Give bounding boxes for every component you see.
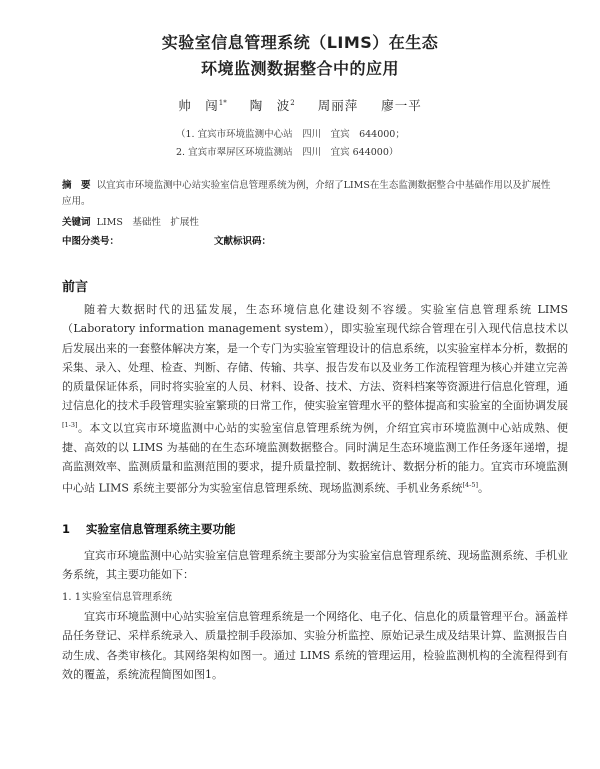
author-1 <box>178 98 226 113</box>
keywords <box>62 214 199 228</box>
section-1-title: 实验室信息管理系统主要功能 <box>86 522 236 536</box>
section-1-paragraph: 宜宾市环境监测中心站实验室信息管理系统主要部分为实验室信息管理系统、现场监测系统、手机业务系统，其主要功能如下： <box>62 549 568 582</box>
keywords-text: LIMS 基础性 扩展性 <box>96 217 199 228</box>
subsection-1-1-title: 实验室信息管理系统 <box>82 592 172 603</box>
subsection-1-1-heading <box>62 588 172 603</box>
preface-paragraph <box>62 300 568 498</box>
preface-text-a: 随着大数据时代的迅猛发展，生态环境信息化建设刻不容缓。实验室信息管理系统 LIMS（Laboratory information management system），即实验室现代综合管理在引入现代信息技术以后发展出来的一套整体解决方案，是一个专门为实验室管理设计的信息系统，以实验室样本分析，数据的采集、录入、处理、检查、判断、存储、传输、共享、报告发布以及业务工作流程管理为核心并建立完善的质量保证体系，同时将实验室的人员、材料、设备、技术、方法、资料档案等资源进行信息化管理，通过信息化的技术手段管理实验室繁琐的日常工作，使实验室管理水平的整体提高和实验室的全面协调发展 <box>62 303 568 413</box>
author-4: 廖一平 <box>381 98 422 113</box>
paper-title-line-2: 环境监测数据整合中的应用 <box>200 59 399 78</box>
affiliation-2: 2. 宜宾市翠屏区环境监测站 四川 宜宾 644000） <box>176 147 399 158</box>
abstract <box>62 178 552 210</box>
clc-label: 中图分类号： <box>62 236 120 247</box>
subsection-1-1-paragraph: 宜宾市环境监测中心站实验室信息管理系统是一个网络化、电子化、信息化的质量管理平台。涵盖样品任务登记、采样系统录入、质量控制手段添加、实验分析监控、原始记录生成及结果计算、监测报告自动生成、各类审核化。其网络架构如图一。通过 LIMS 系统的管理运用，检验监测机构的全流程得到有效的覆盖，系统流程简图如图1。 <box>62 610 568 681</box>
section-1-number: 1 <box>62 522 71 536</box>
subsection-1-1-number: 1. 1 <box>62 592 82 603</box>
doc-code-label: 文献标识码： <box>214 236 272 247</box>
author-1-mark: 1* <box>218 98 227 107</box>
author-2-mark: 2 <box>290 98 295 107</box>
author-2 <box>250 98 295 113</box>
author-2-name: 陶 波 <box>249 98 291 113</box>
paper-title-line-1: 实验室信息管理系统（LIMS）在生态 <box>161 33 439 52</box>
citation-1-3: [1-3] <box>62 420 78 429</box>
preface-text-b: 。本文以宜宾市环境监测中心站的实验室信息管理系统为例，介绍宜宾市环境监测中心站成熟、便捷、高效的以 LIMS 为基础的在生态环境监测数据整合。同时满足生态环境监测工作任务逐年递增，提高监测效率、监测质量和监测范围的要求，提升质量控制、数据统计、数据分析的能力。宜宾市环境监测中心站 LIMS 系统主要部分为实验室信息管理系统、现场监测系统、手机业务系统 <box>62 421 568 495</box>
author-3: 周丽萍 <box>317 98 359 113</box>
author-list <box>0 96 600 114</box>
abstract-label: 摘 要 <box>62 180 91 191</box>
affiliation-1: （1. 宜宾市环境监测中心站 四川 宜宾 644000； <box>176 129 405 140</box>
classification-line <box>62 233 272 247</box>
author-1-name: 帅 闯 <box>178 98 219 113</box>
preface-heading: 前言 <box>62 280 89 295</box>
citation-4-5: [4-5] <box>462 481 478 490</box>
section-1-heading <box>62 521 236 537</box>
abstract-text: 以宜宾市环境监测中心站实验室信息管理系统为例，介绍了LIMS在生态监测数据整合中基础作用以及扩展性应用。 <box>62 180 551 207</box>
preface-text-c: 。 <box>478 481 489 495</box>
keywords-label: 关键词 <box>62 217 91 228</box>
